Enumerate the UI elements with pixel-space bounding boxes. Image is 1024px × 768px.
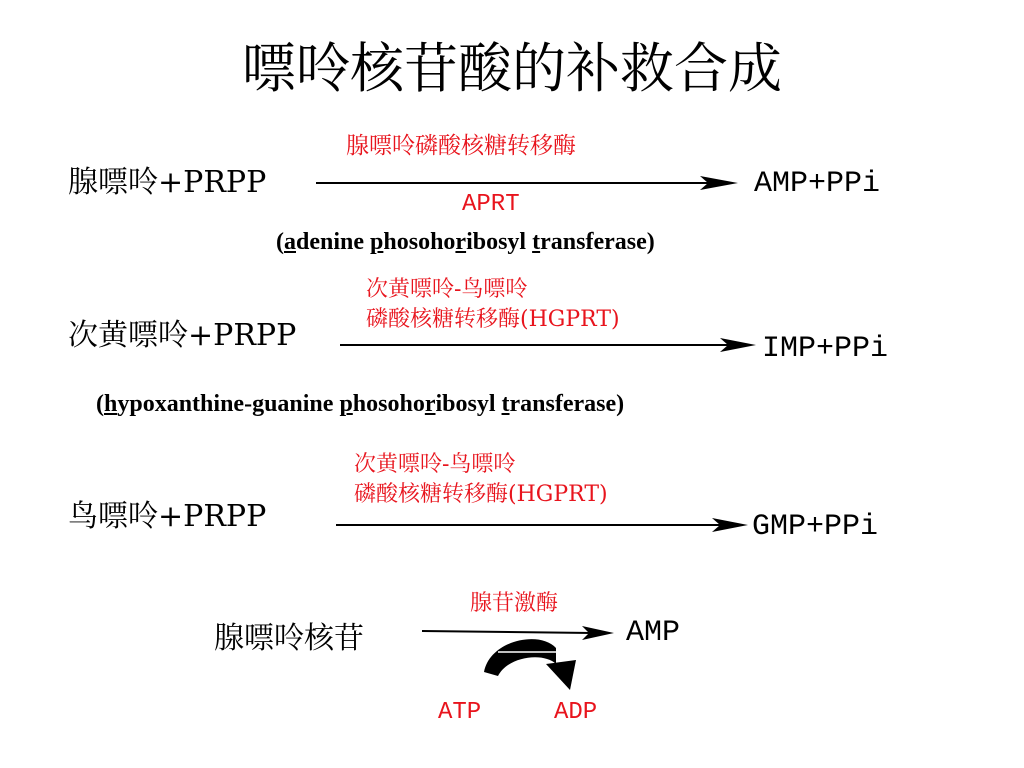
- slide-title: 嘌呤核苷酸的补救合成: [242, 37, 782, 100]
- name-part: hosoho: [352, 391, 425, 417]
- reaction-arrow-3: [336, 518, 748, 532]
- product-gmp-ppi: GMP+PPi: [752, 510, 879, 544]
- name-part: hosoho: [383, 229, 456, 255]
- name-part: (: [276, 229, 284, 255]
- name-part-initial: t: [532, 229, 541, 255]
- enzyme-hgprt2-line2: 磷酸核糖转移酶(HGPRT): [354, 482, 608, 507]
- name-part-initial: t: [501, 391, 510, 417]
- substrate-adenosine: 腺嘌呤核苷: [214, 621, 364, 656]
- reaction-arrow-1: [316, 176, 738, 190]
- name-part: ransferase): [540, 229, 655, 255]
- product-imp-ppi: IMP+PPi: [762, 332, 889, 366]
- name-part-initial: g: [252, 391, 265, 417]
- name-part-initial: a: [284, 229, 296, 255]
- enzyme-adenosine-kinase: 腺苷激酶: [470, 591, 559, 616]
- enzyme-aprt-abbrev: APRT: [462, 191, 520, 218]
- enzyme-hgprt-line2: 磷酸核糖转移酶(HGPRT): [366, 307, 620, 332]
- reaction-arrow-4: [422, 626, 614, 690]
- name-part-initial: h: [104, 391, 118, 417]
- name-part: uanine: [264, 391, 340, 417]
- name-part: ypoxanthine-: [117, 391, 253, 417]
- substrate-guanine-prpp: 鸟嘌呤+PRPP: [68, 499, 267, 534]
- name-part: ibosyl: [435, 391, 502, 417]
- name-part-initial: r: [455, 229, 467, 255]
- product-amp-ppi: AMP+PPi: [754, 167, 881, 201]
- name-part: ransferase): [509, 391, 625, 417]
- cofactor-curve: [484, 639, 556, 676]
- cofactor-atp: ATP: [438, 699, 482, 726]
- enzyme-hgprt2-line1: 次黄嘌呤-鸟嘌呤: [354, 452, 516, 477]
- enzyme-hgprt-line1: 次黄嘌呤-鸟嘌呤: [366, 277, 528, 302]
- product-amp: AMP: [626, 616, 681, 650]
- cofactor-curve-arrowhead: [546, 660, 576, 690]
- name-part-initial: r: [424, 391, 436, 417]
- arrow-shaft: [422, 631, 592, 633]
- name-part-initial: p: [370, 229, 384, 255]
- enzyme-aprt-name: 腺嘌呤磷酸核糖转移酶: [346, 133, 576, 159]
- reaction-arrow-2: [340, 338, 756, 352]
- name-part-initial: p: [339, 391, 353, 417]
- name-part: (: [96, 391, 104, 417]
- substrate-hypoxanthine-prpp: 次黄嘌呤+PRPP: [68, 318, 297, 353]
- cofactor-adp: ADP: [554, 699, 598, 726]
- substrate-adenine-prpp: 腺嘌呤+PRPP: [68, 165, 267, 200]
- name-part: denine: [296, 229, 371, 255]
- name-part: ibosyl: [466, 229, 533, 255]
